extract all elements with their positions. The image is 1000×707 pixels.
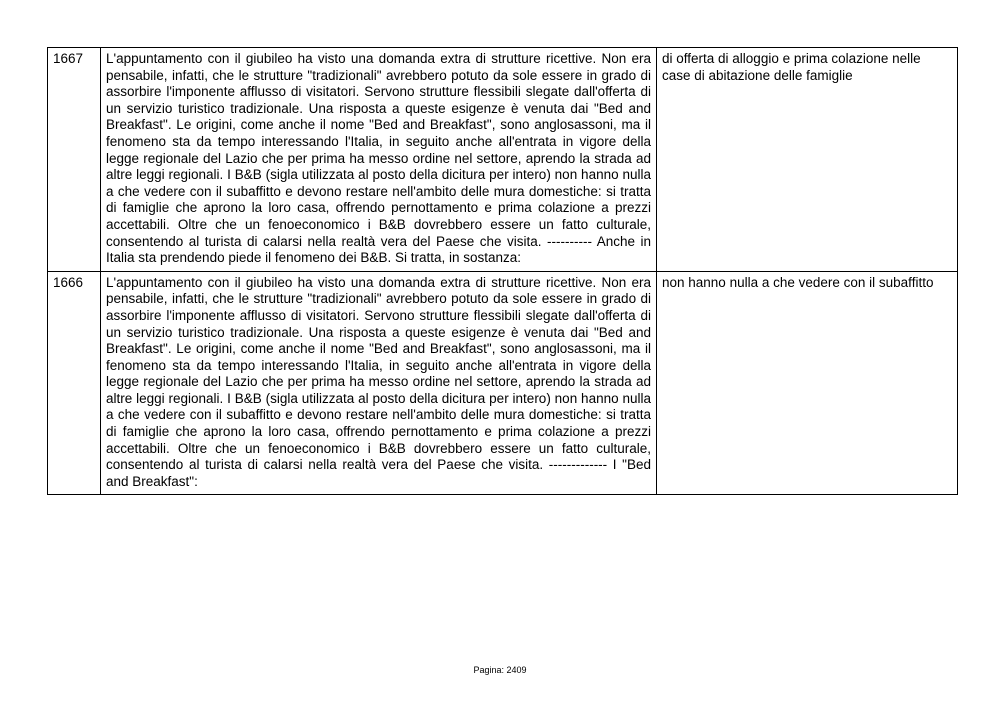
question-id: 1667 [48, 48, 101, 272]
questions-table [47, 47, 958, 495]
page-number: Pagina: 2409 [473, 665, 527, 675]
question-text: L'appuntamento con il giubileo ha visto una domanda extra di strutture ricettive. Non era pensabile, infatti, che le strutture "tradizionali" avrebbero potuto da sole essere in grado di assorbire l'imponente afflusso di visitatori. Servono strutture flessibili slegate dall'offerta di un servizio turistico tradizionale. Una risposta a queste esigenze è venuta dai "Bed and Breakfast". Le origini, come anche il nome "Bed and Breakfast", sono anglosassoni, ma il fenomeno sta da tempo interessando l'Italia, in seguito anche all'entrata in vigore della legge regionale del Lazio che per prima ha messo ordine nel settore, aprendo la strada ad altre leggi regionali. I B&B (sigla utilizzata al posto della dicitura per intero) non hanno nulla a che vedere con il subaffitto e devono restare nell'ambito delle mura domestiche: si tratta di famiglie che aprono la loro casa, offrendo pernottamento e prima colazione a prezzi accettabili. Oltre che un fenoeconomico i B&B dovrebbero essere un fatto culturale, consentendo al turista di calarsi nella realtà vera del Paese che visita. ---------- Anche in Italia sta prendendo piede il fenomeno dei B&B. Si tratta, in sostanza: [101, 48, 657, 272]
question-text: L'appuntamento con il giubileo ha visto una domanda extra di strutture ricettive. Non era pensabile, infatti, che le strutture "tradizionali" avrebbero potuto da sole essere in grado di assorbire l'imponente afflusso di visitatori. Servono strutture flessibili slegate dall'offerta di un servizio turistico tradizionale. Una risposta a queste esigenze è venuta dai "Bed and Breakfast". Le origini, come anche il nome "Bed and Breakfast", sono anglosassoni, ma il fenomeno sta da tempo interessando l'Italia, in seguito anche all'entrata in vigore della legge regionale del Lazio che per prima ha messo ordine nel settore, aprendo la strada ad altre leggi regionali. I B&B (sigla utilizzata al posto della dicitura per intero) non hanno nulla a che vedere con il subaffitto e devono restare nell'ambito delle mura domestiche: si tratta di famiglie che aprono la loro casa, offrendo pernottamento e prima colazione a prezzi accettabili. Oltre che un fenoeconomico i B&B dovrebbero essere un fatto culturale, consentendo al turista di calarsi nella realtà vera del Paese che visita. ------------- I "Bed and Breakfast": [101, 271, 657, 495]
table-row [48, 48, 958, 272]
answer-text: non hanno nulla a che vedere con il subaffitto [657, 271, 958, 495]
table-row [48, 271, 958, 495]
answer-text: di offerta di alloggio e prima colazione nelle case di abitazione delle famiglie [657, 48, 958, 272]
question-id: 1666 [48, 271, 101, 495]
